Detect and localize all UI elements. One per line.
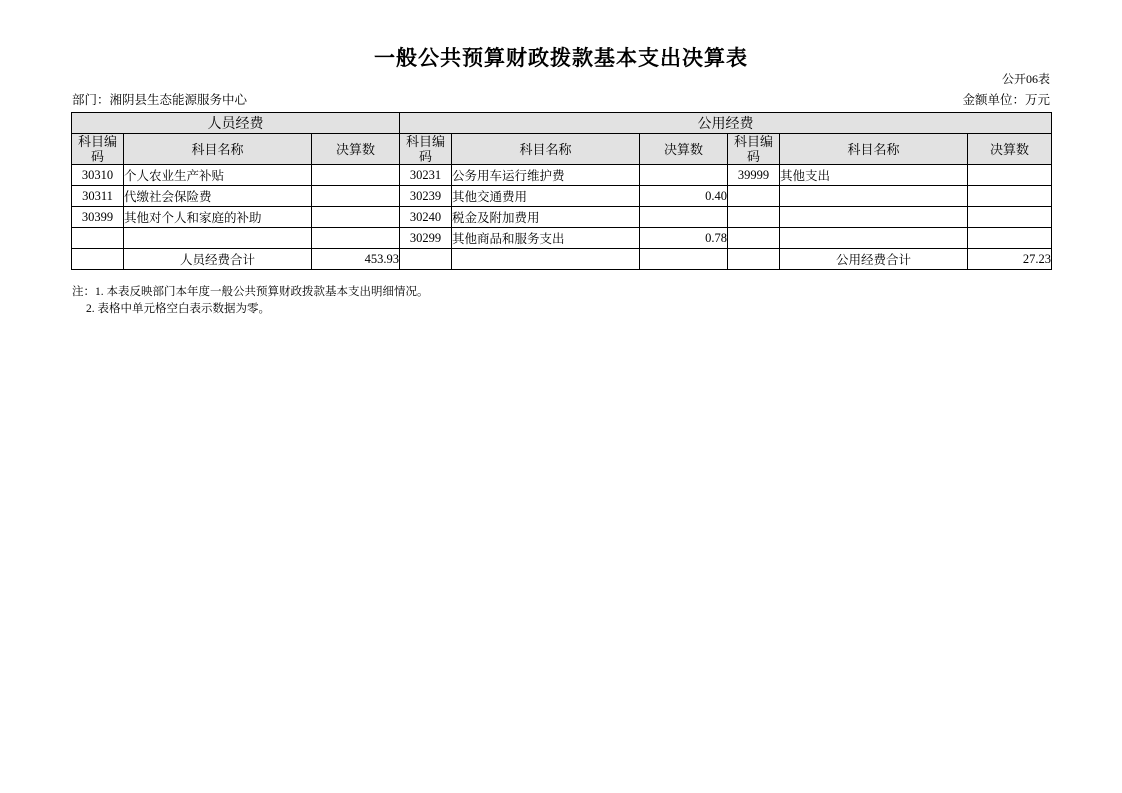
cell-public1-value: 0.78 (640, 228, 728, 249)
col-head-code-1: 科目编码 (72, 134, 124, 165)
cell-public2-value (968, 228, 1052, 249)
total-personnel-code (72, 249, 124, 270)
col-head-value-3: 决算数 (968, 134, 1052, 165)
cell-public2-name: 其他支出 (780, 165, 968, 186)
cell-public2-code (728, 228, 780, 249)
cell-public1-name: 公务用车运行维护费 (452, 165, 640, 186)
cell-personnel-value (312, 165, 400, 186)
cell-public2-name (780, 207, 968, 228)
department-label: 部门：湘阴县生态能源服务中心 (72, 93, 248, 107)
cell-public2-code (728, 207, 780, 228)
cell-personnel-value (312, 228, 400, 249)
cell-public1-code: 30231 (400, 165, 452, 186)
total-personnel-value: 453.93 (312, 249, 400, 270)
cell-public1-name: 其他交通费用 (452, 186, 640, 207)
table-row (72, 207, 1052, 228)
cell-public1-value (640, 165, 728, 186)
cell-personnel-code (72, 228, 124, 249)
col-head-value-2: 决算数 (640, 134, 728, 165)
cell-public1-value: 0.40 (640, 186, 728, 207)
cell-public1-code: 30240 (400, 207, 452, 228)
note-line-2: 2. 表格中单元格空白表示数据为零。 (86, 303, 270, 315)
col-head-name-2: 科目名称 (452, 134, 640, 165)
group-header-public: 公用经费 (400, 113, 1052, 134)
cell-public2-code (728, 186, 780, 207)
cell-public2-value (968, 186, 1052, 207)
total-public2-label: 公用经费合计 (780, 249, 968, 270)
cell-public2-name (780, 228, 968, 249)
note-line-1: 注：1. 本表反映部门本年度一般公共预算财政拨款基本支出明细情况。 (72, 286, 429, 298)
cell-public1-name: 其他商品和服务支出 (452, 228, 640, 249)
cell-personnel-name (124, 228, 312, 249)
cell-public2-code: 39999 (728, 165, 780, 186)
total-public2-value: 27.23 (968, 249, 1052, 270)
budget-expenditure-table (71, 112, 1052, 270)
cell-personnel-value (312, 207, 400, 228)
cell-public1-code: 30299 (400, 228, 452, 249)
table-row (72, 165, 1052, 186)
table-total-row (72, 249, 1052, 270)
cell-personnel-code: 30399 (72, 207, 124, 228)
col-head-value-1: 决算数 (312, 134, 400, 165)
page-title: 一般公共预算财政拨款基本支出决算表 (374, 46, 748, 70)
cell-public2-value (968, 207, 1052, 228)
col-head-code-3: 科目编码 (728, 134, 780, 165)
col-head-name-3: 科目名称 (780, 134, 968, 165)
cell-public1-name: 税金及附加费用 (452, 207, 640, 228)
total-public1-code (400, 249, 452, 270)
total-public1-value (640, 249, 728, 270)
cell-personnel-value (312, 186, 400, 207)
cell-public2-name (780, 186, 968, 207)
total-personnel-label: 人员经费合计 (124, 249, 312, 270)
amount-unit-label: 金额单位：万元 (962, 93, 1050, 107)
col-head-name-1: 科目名称 (124, 134, 312, 165)
cell-public1-code: 30239 (400, 186, 452, 207)
total-public2-code (728, 249, 780, 270)
cell-public1-value (640, 207, 728, 228)
cell-public2-value (968, 165, 1052, 186)
table-notes (72, 284, 429, 318)
col-head-code-2: 科目编码 (400, 134, 452, 165)
table-group-header-row (72, 113, 1052, 134)
total-public1-name (452, 249, 640, 270)
cell-personnel-name: 个人农业生产补贴 (124, 165, 312, 186)
table-row (72, 186, 1052, 207)
cell-personnel-name: 其他对个人和家庭的补助 (124, 207, 312, 228)
table-row (72, 228, 1052, 249)
cell-personnel-code: 30311 (72, 186, 124, 207)
form-code-label: 公开06表 (1001, 72, 1050, 86)
group-header-personnel: 人员经费 (72, 113, 400, 134)
table-column-header-row (72, 134, 1052, 165)
cell-personnel-name: 代缴社会保险费 (124, 186, 312, 207)
cell-personnel-code: 30310 (72, 165, 124, 186)
